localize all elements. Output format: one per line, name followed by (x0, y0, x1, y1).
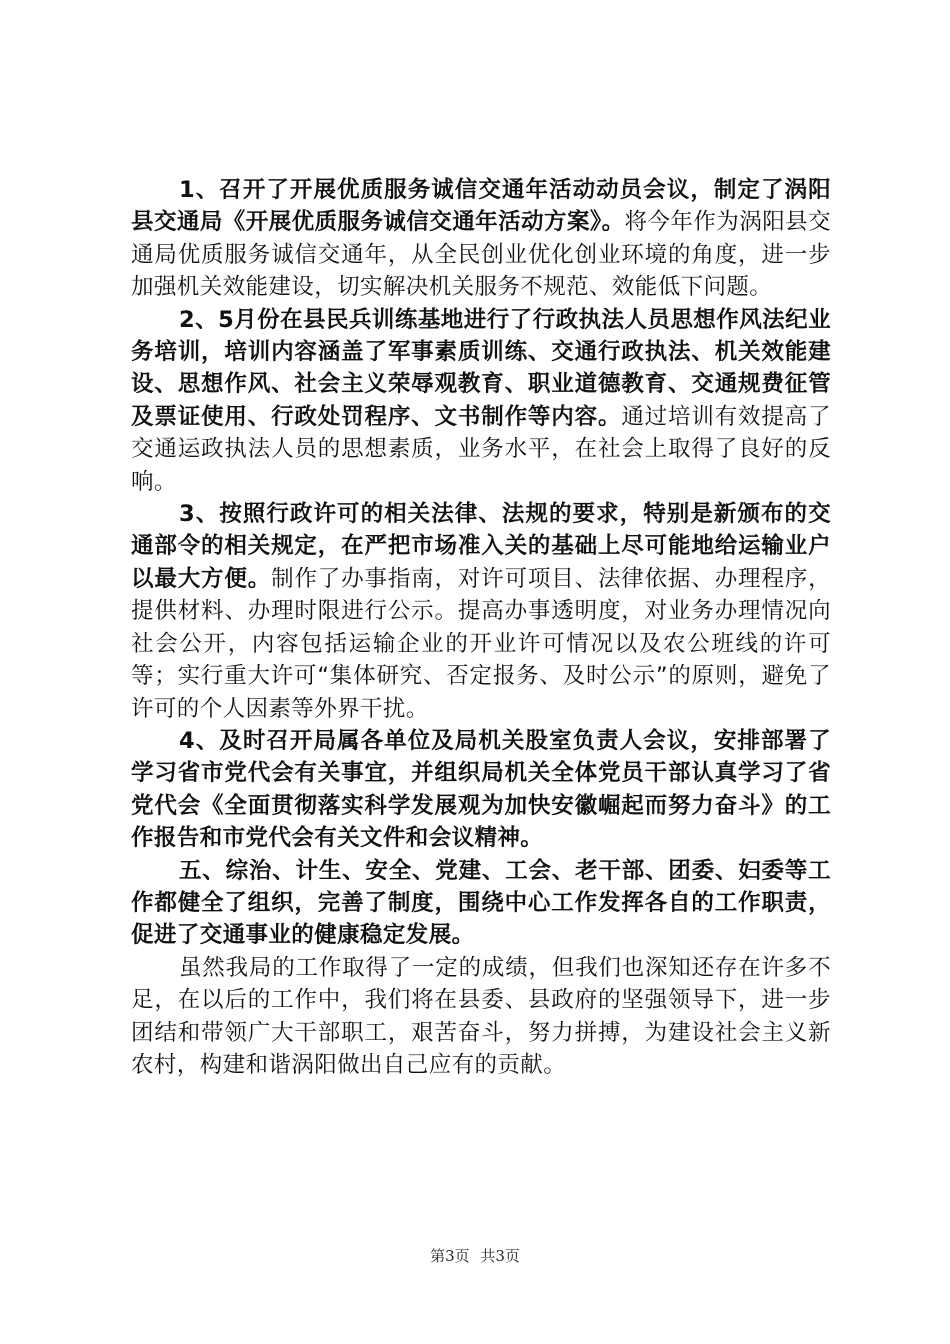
page-number-total: 共3页 (480, 1247, 520, 1265)
paragraph-2-lead: 2、5月份在县民兵训练基地进行了行政执法人员思想作风法纪业务培训，培训内容涵盖了军事素质训练、交通行政执法、机关效能建设、思想作风、社会主义荣辱观教育、职业道德教育、交通规费征管及票证使用、行政处罚程序、文书制作等内容。 (131, 306, 831, 430)
paragraph-2-rest: 通过培训有效提高了交通运政执法人员的思想素质，业务水平，在社会上取得了良好的反响。 (131, 403, 831, 495)
paragraph-5 (131, 855, 831, 952)
paragraph-3-lead: 3、按照行政许可的相关法律、法规的要求，特别是新颁布的交通部令的相关规定，在严把市场准入关的基础上尽可能地给运输业户以最大方便。 (131, 501, 831, 592)
paragraph-1-rest: 将今年作为涡阳县交通局优质服务诚信交通年，从全民创业优化创业环境的角度，进一步加强机关效能建设，切实解决机关服务不规范、效能低下问题。 (131, 209, 831, 301)
document-body (131, 174, 831, 1081)
paragraph-4 (131, 725, 831, 855)
paragraph-5-lead: 五、综治、计生、安全、党建、工会、老干部、团委、妇委等工作都健全了组织，完善了制度，围绕中心工作发挥各自的工作职责，促进了交通事业的健康稳定发展。 (131, 857, 831, 949)
paragraph-1 (131, 174, 831, 304)
paragraph-2 (131, 304, 831, 498)
page-number-current: 第3页 (430, 1247, 470, 1265)
paragraph-6-rest: 虽然我局的工作取得了一定的成绩，但我们也深知还存在许多不足，在以后的工作中，我们将在县委、县政府的坚强领导下，进一步团结和带领广大干部职工，艰苦奋斗，努力拼搏，为建设社会主义新农村，构建和谐涡阳做出自己应有的贡献。 (131, 954, 831, 1078)
paragraph-6 (131, 952, 831, 1082)
paragraph-3 (131, 498, 831, 725)
paragraph-1-lead: 1、召开了开展优质服务诚信交通年活动动员会议，制定了涡阳县交通局《开展优质服务诚信交通年活动方案》。 (131, 177, 831, 236)
page-footer (0, 1245, 950, 1266)
paragraph-3-rest: 制作了办事指南，对许可项目、法律依据、办理程序，提供材料、办理时限进行公示。提高办事透明度，对业务办理情况向社会公开，内容包括运输企业的开业许可情况以及农公班线的许可等；实行重大许可“集体研究、否定报务、及时公示”的原则，避免了许可的个人因素等外界干扰。 (131, 565, 831, 722)
paragraph-4-lead: 4、及时召开局属各单位及局机关股室负责人会议，安排部署了学习省市党代会有关事宜，并组织局机关全体党员干部认真学习了省党代会《全面贯彻落实科学发展观为加快安徽崛起而努力奋斗》的工作报告和市党代会有关文件和会议精神。 (131, 727, 831, 852)
